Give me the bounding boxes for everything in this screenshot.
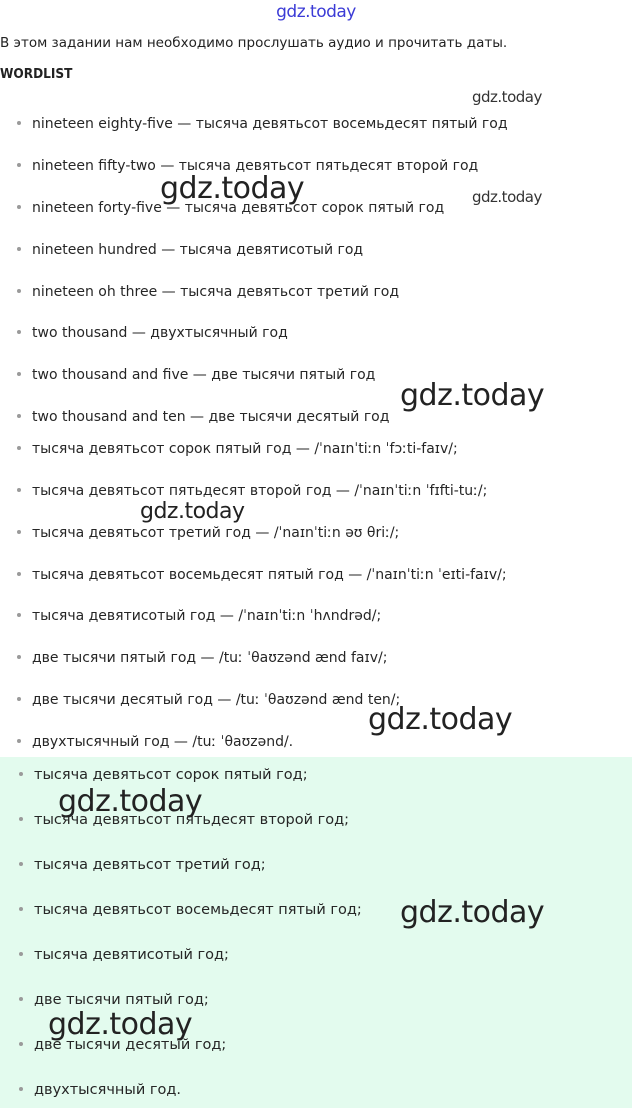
bullet-icon [17,330,21,334]
bullet-icon [19,772,23,776]
answer-text: две тысячи десятый год; [34,1037,227,1053]
bullet-icon [19,862,23,866]
bullet-icon [17,530,21,534]
bullet-icon [17,572,21,576]
bullet-icon [17,121,21,125]
list-item [17,409,389,425]
bullet-icon [19,817,23,821]
answer-item [19,857,266,873]
intro-text: В этом задании нам необходимо прослушать аудио и прочитать даты. [0,35,508,51]
list-item [17,483,487,499]
bullet-icon [19,952,23,956]
list-item-text: two thousand — двухтысячный год [32,325,288,341]
list-item-text: nineteen oh three — тысяча девятьсот третий год [32,284,400,300]
list-item-text: тысяча девятьсот третий год — /ˈnaɪnˈtiːn əʊ θriː/; [32,525,400,541]
list-item [17,325,288,341]
watermark: gdz.today [368,702,513,737]
bullet-icon [17,697,21,701]
answer-text: тысяча девятисотый год; [34,947,229,963]
answer-item [19,902,362,918]
bullet-icon [19,1042,23,1046]
bullet-icon [17,247,21,251]
wordlist-heading: WORDLIST [0,66,73,82]
bullet-icon [17,163,21,167]
bullet-icon [17,414,21,418]
bullet-icon [17,205,21,209]
list-item-text: nineteen hundred — тысяча девятисотый год [32,242,364,258]
answer-item [19,767,308,783]
list-item-text: тысяча девятисотый год — /ˈnaɪnˈtiːn ˈhʌndrəd/; [32,608,382,624]
bullet-icon [17,488,21,492]
list-item [17,650,387,666]
list-item [17,525,399,541]
list-item [17,734,293,750]
answer-text: тысяча девятьсот пятьдесят второй год; [34,812,350,828]
bullet-icon [17,446,21,450]
list-item [17,367,375,383]
bullet-icon [17,372,21,376]
watermark: gdz.today [472,88,542,106]
answer-item [19,947,229,963]
list-item-text: two thousand and ten — две тысячи десятый год [32,409,390,425]
bullet-icon [19,1087,23,1091]
list-item-text: nineteen eighty-five — тысяча девятьсот восемьдесят пятый год [32,116,508,132]
list-item [17,567,507,583]
top-watermark: gdz.today [276,2,356,22]
list-item [17,441,458,457]
list-item-text: тысяча девятьсот пятьдесят второй год — /ˈnaɪnˈtiːn ˈfɪfti-tuː/; [32,483,488,499]
bullet-icon [17,739,21,743]
bullet-icon [17,613,21,617]
bullet-icon [19,907,23,911]
list-item-text: две тысячи десятый год — /tuː ˈθaʊzənd ænd ten/; [32,692,401,708]
bullet-icon [17,289,21,293]
watermark: gdz.today [472,188,542,206]
list-item-text: две тысячи пятый год — /tuː ˈθaʊzənd ænd faɪv/; [32,650,388,666]
answer-item [19,1082,181,1098]
answer-item [19,992,209,1008]
list-item [17,284,399,300]
answer-text: тысяча девятьсот третий год; [34,857,266,873]
watermark: gdz.today [140,499,245,524]
list-item-text: тысяча девятьсот сорок пятый год — /ˈnaɪnˈtiːn ˈfɔːti-faɪv/; [32,441,458,457]
answer-text: тысяча девятьсот сорок пятый год; [34,767,308,783]
answer-text: двухтысячный год. [34,1082,181,1098]
list-item [17,116,508,132]
bullet-icon [17,655,21,659]
list-item-text: двухтысячный год — /tuː ˈθaʊzənd/. [32,734,294,750]
list-item-text: тысяча девятьсот восемьдесят пятый год — /ˈnaɪnˈtiːn ˈeɪti-faɪv/; [32,567,507,583]
watermark: gdz.today [48,1007,193,1042]
watermark: gdz.today [58,784,203,819]
list-item-text: nineteen fifty-two — тысяча девятьсот пятьдесят второй год [32,158,479,174]
answer-text: две тысячи пятый год; [34,992,209,1008]
list-item-text: two thousand and five — две тысячи пятый год [32,367,376,383]
list-item-text: nineteen forty-five — тысяча девятьсот сорок пятый год [32,200,445,216]
list-item [17,692,400,708]
watermark: gdz.today [400,378,545,413]
watermark: gdz.today [400,895,545,930]
list-item [17,242,363,258]
bullet-icon [19,997,23,1001]
watermark: gdz.today [160,171,305,206]
list-item [17,608,381,624]
answer-text: тысяча девятьсот восемьдесят пятый год; [34,902,362,918]
